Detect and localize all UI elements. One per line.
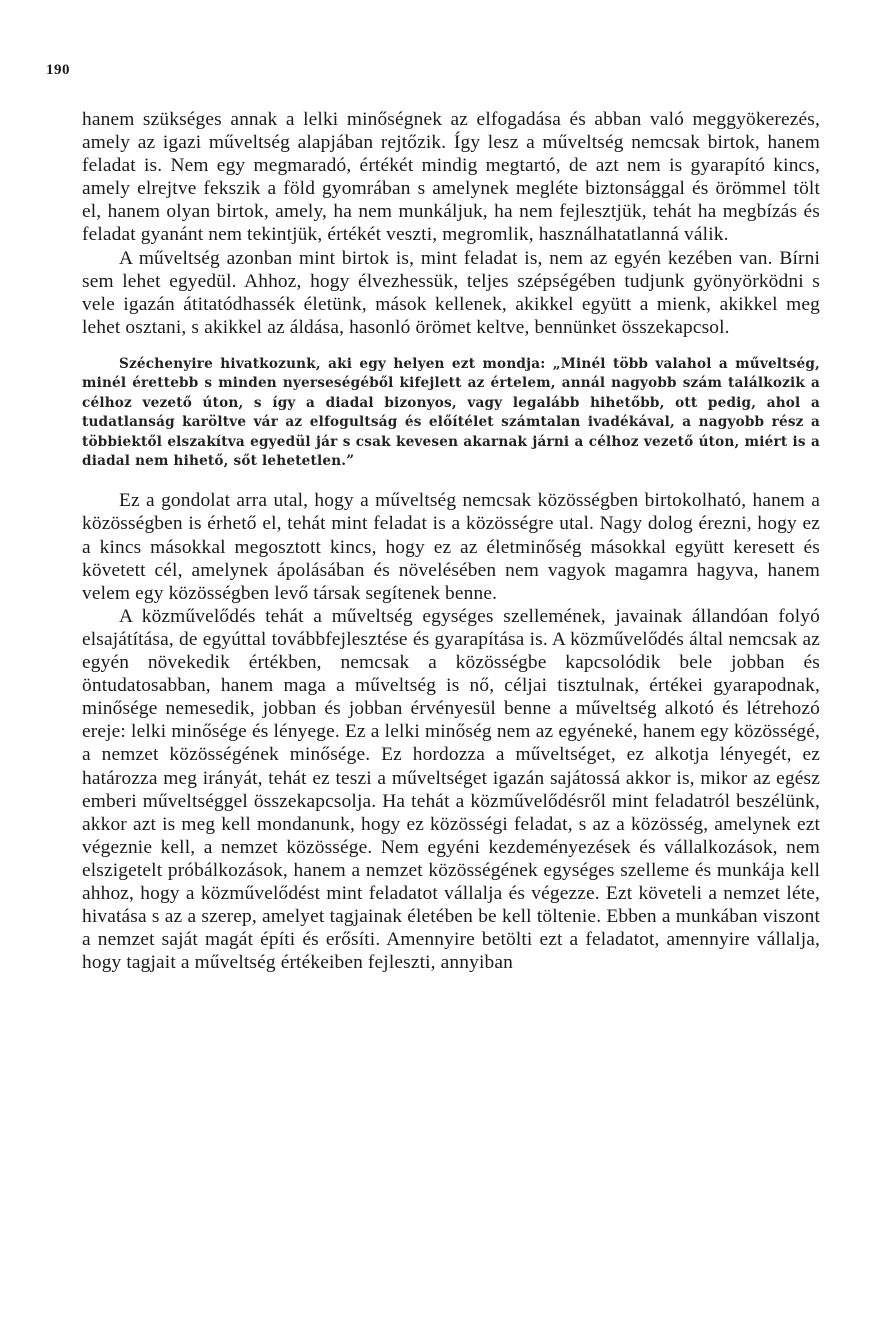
- body-text: [82, 108, 820, 974]
- paragraph: hanem szükséges annak a lelki minőségnek az elfogadása és abban való meggyökerezés, amely az igazi műveltség alapjában rejtőzik. Így lesz a műveltség nemcsak birtok, hanem feladat is. Nem egy megmaradó, értékét mindig megtartó, de azt nem is gyarapító kincs, amely elrejtve fekszik a föld gyomrában s amelynek megléte biztonsággal és örömmel tölt el, hanem olyan birtok, amely, ha nem munkáljuk, ha nem fejlesztjük, tehát ha megbízás és feladat gyanánt nem tekintjük, értékét veszti, megromlik, használhatatlanná válik.: [82, 109, 820, 246]
- paragraph: Ez a gondolat arra utal, hogy a műveltség nemcsak közösségben birtokolható, hanem a közösségben is érhető el, tehát mint feladat is a közösségre utal. Nagy dolog érezni, hogy ez a kincs másokkal megosztott kincs, hogy ez az életminőség másokkal együtt keresett és követett cél, amelynek ápolásában és növelésében nem vagyok magamra hagyva, hanem velem egy közösségben levő társak segítenek benne.: [82, 490, 820, 604]
- paragraph: A műveltség azonban mint birtok is, mint feladat is, nem az egyén kezében van. Bírni sem lehet egyedül. Ahhoz, hogy élvezhessük, teljes szépségében tudjunk gyönyörködni s vele igazán átitatódhassék életünk, mások kellenek, akikkel együtt a mienk, akikkel meg lehet osztani, s akikkel az áldása, hasonló örömet keltve, bennünket összekapcsol.: [82, 247, 820, 338]
- quotation-block: Széchenyire hivatkozunk, aki egy helyen ezt mondja: „Minél több valahol a műveltség, minél érettebb s minden nyerseségéből kifejlett az értelem, annál nagyobb szám találkozik a célhoz vezető úton, s így a diadal bizonyos, vagy legalább hihetőbb, ott pedig, ahol a tudatlanság karöltve vár az elfogultság és előítélet számtalan ivadékával, a nagyobb rész a többiektől elszakítva egyedül jár s csak kevesen akarnak járni a célhoz vezető úton, miért is a diadal nem hihető, sőt lehetetlen.”: [82, 355, 820, 469]
- page-number: 190: [46, 62, 70, 78]
- paragraph: A közművelődés tehát a műveltség egységes szellemének, javainak állandóan folyó elsajátítása, de egyúttal továbbfejlesztése és gyarapítása is. A közművelődés által nemcsak az egyén növekedik értékben, nemcsak a közösségbe kapcsolódik bele jobban és öntudatosabban, hanem maga a műveltség is nő, céljai tisztulnak, értékei gyarapodnak, minősége nemesedik, jobban és jobban érvényesül benne a műveltség alkotó és létrehozó ereje: lelki minősége és lényege. Ez a lelki minőség nem az egyéneké, hanem egy közösségé, a nemzet közösségének minősége. Ez hordozza a műveltséget, ez alkotja lényegét, ez határozza meg irányát, tehát ez teszi a műveltséget igazán sajátossá akkor is, mikor az egész emberi műveltséggel összekapcsolja. Ha tehát a közművelődésről mint feladatról beszélünk, akkor azt is meg kell mondanunk, hogy ez közösségi feladat, s az a közösség, amelynek ezt végeznie kell, a nemzet közössége. Nem egyéni kezdeményezések és vállalkozások, nem elszigetelt próbálkozások, hanem a nemzet közösségének egységes szelleme és munkája kell ahhoz, hogy a közművelődést mint feladatot vállalja és végezze. Ezt követeli a nemzet léte, hivatása s az a szerep, amelyet tagjainak életében be kell töltenie. Ebben a munkában viszont a nemzet saját magát építi és erősíti. Amennyire betölti ezt a feladatot, amennyire vállalja, hogy tagjait a műveltség értékeiben fejleszti, annyiban: [82, 605, 820, 974]
